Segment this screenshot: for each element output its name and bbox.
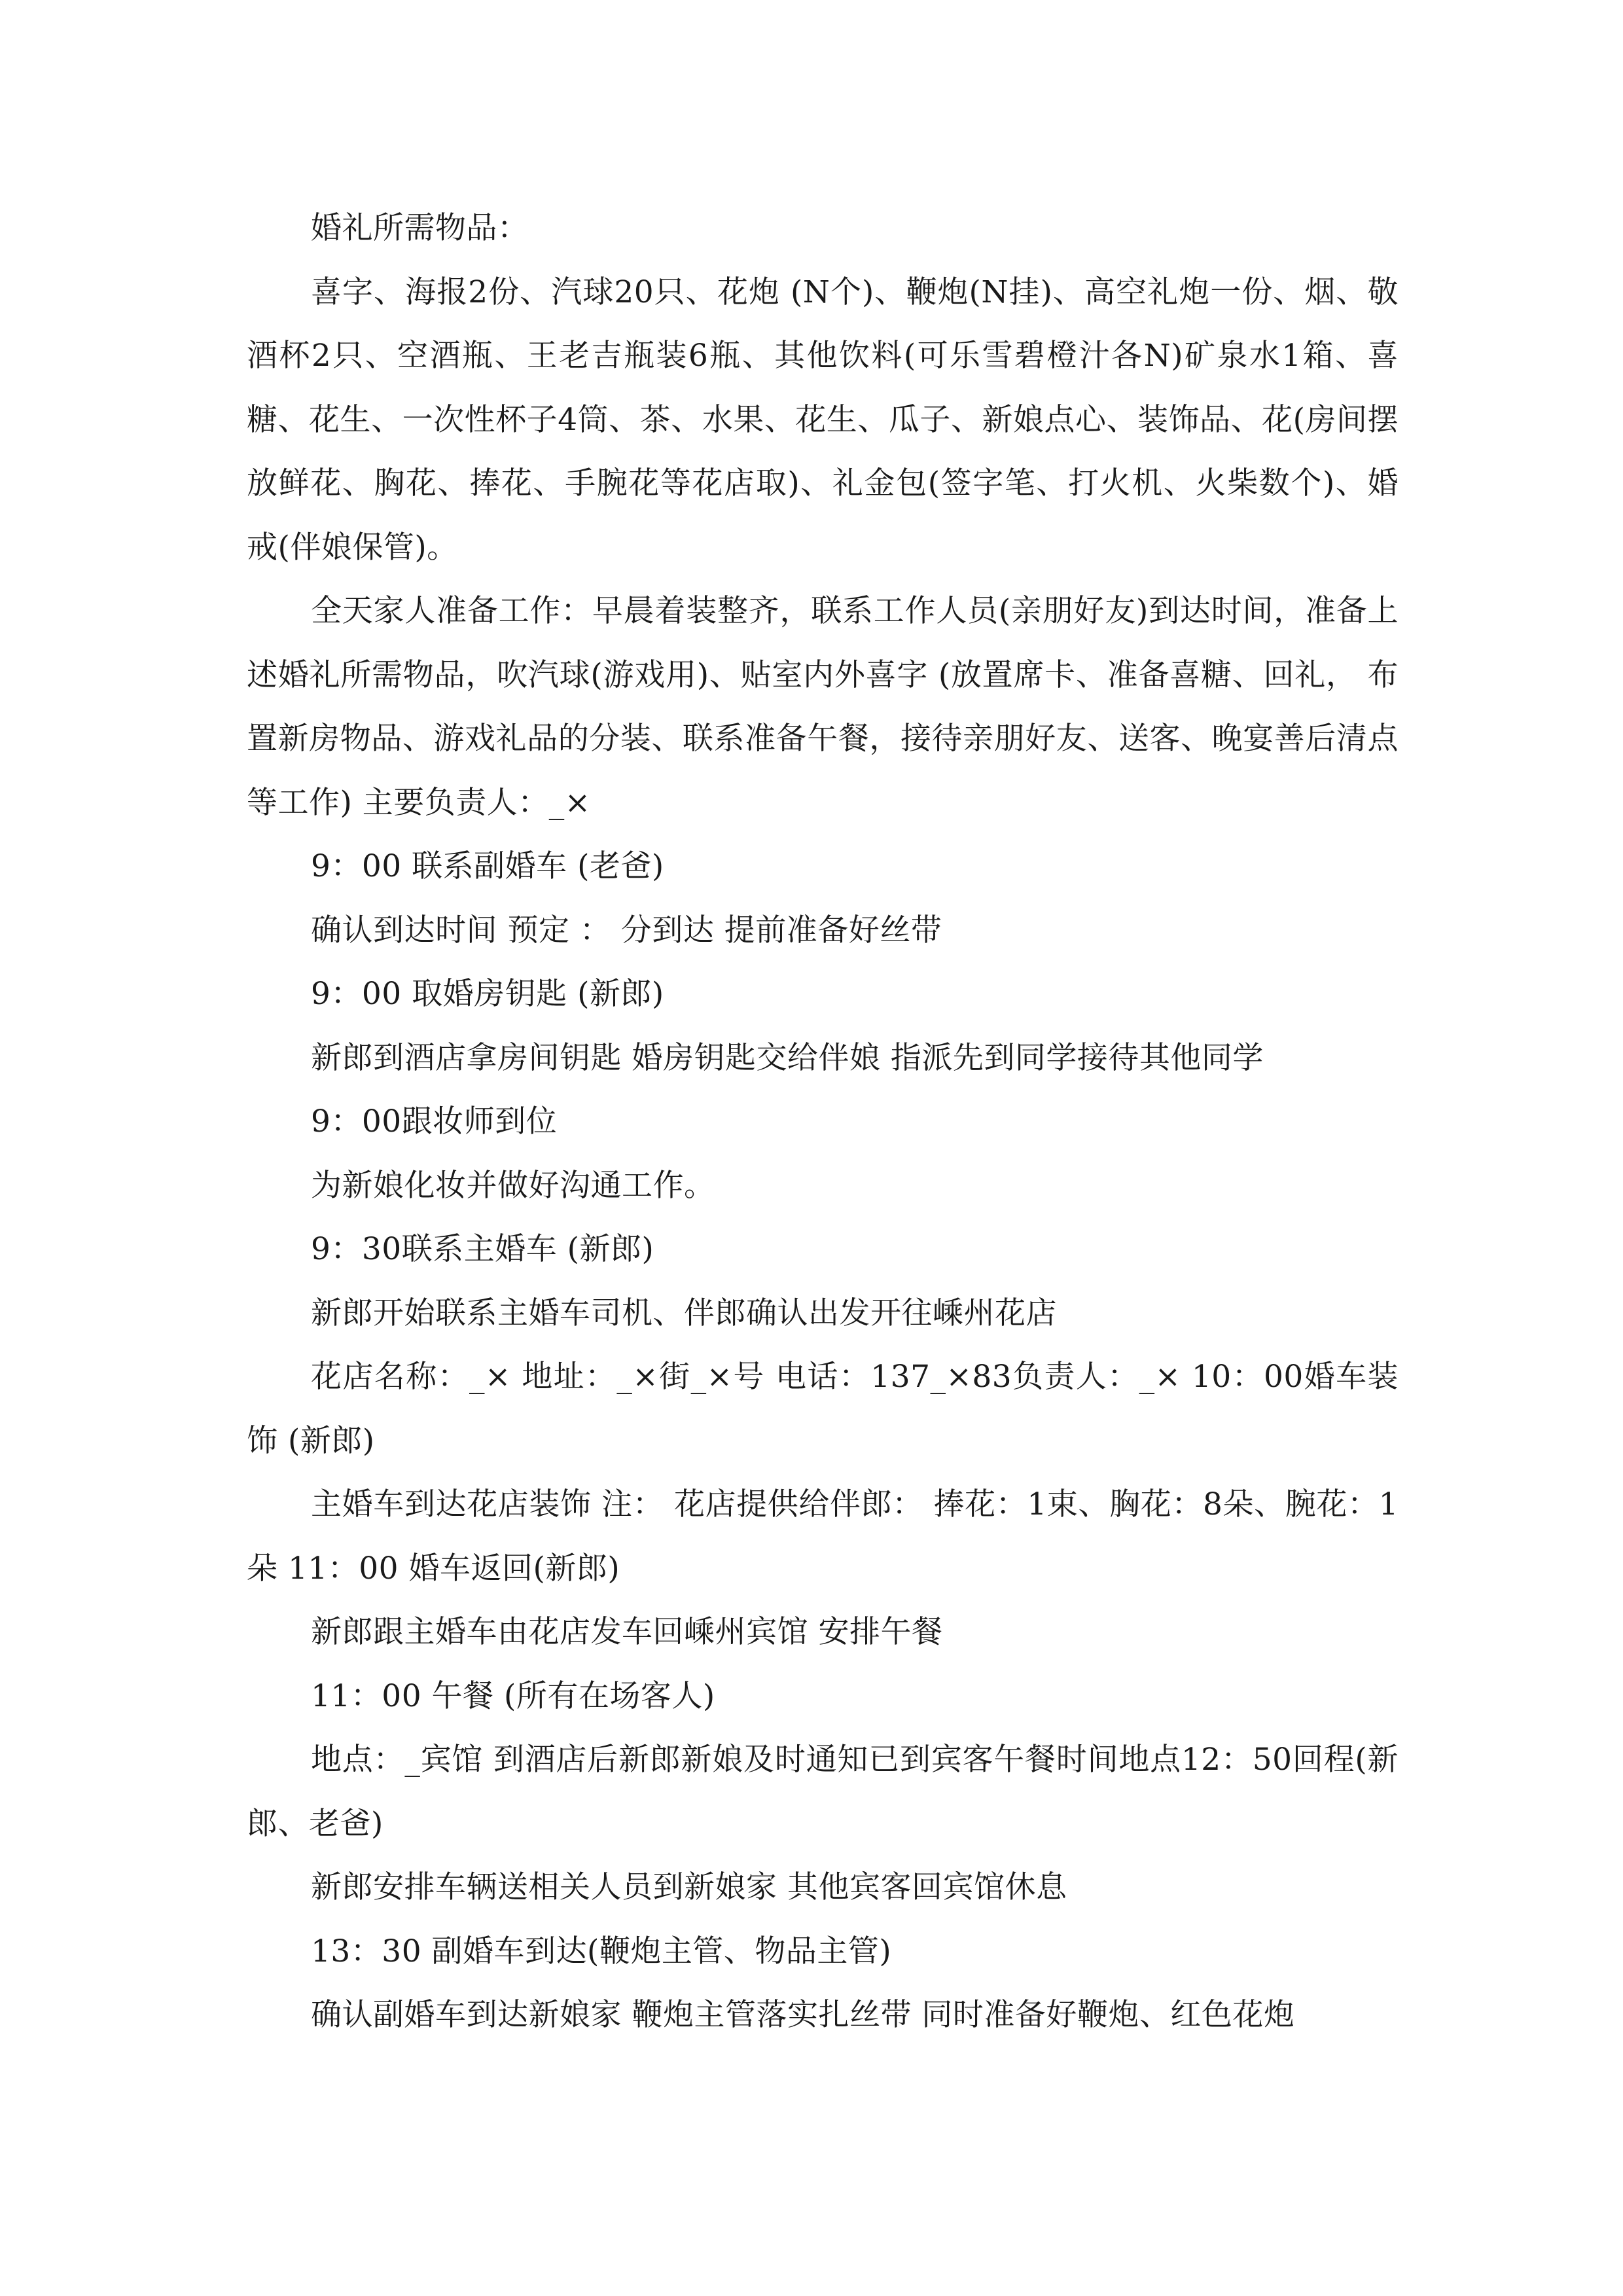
paragraph-family-prep: 全天家人准备工作：早晨着装整齐，联系工作人员(亲朋好友)到达时间，准备上述婚礼所需物品，吹汽球(游戏用)、贴室内外喜字 (放置席卡、准备喜糖、回礼， 布置新房物品、游戏礼品的分装、联系准备午餐，接待亲朋好友、送客、晚宴善后清点等工作) 主要负责人：_× (247, 593, 1399, 821)
paragraph-flower-shop: 花店名称：_× 地址：_×街_×号 电话：137_×83负责人：_× 10：00婚车装饰 (新郎) (247, 1359, 1399, 1459)
paragraph-items-heading: 婚礼所需物品： (311, 210, 529, 246)
paragraph-schedule-0900-key: 9：00 取婚房钥匙 (新郎) (311, 976, 664, 1012)
paragraph-schedule-0900-car: 9：00 联系副婚车 (老爸) (311, 848, 664, 884)
paragraph-groom-driver: 新郎开始联系主婚车司机、伴郎确认出发开往嵊州花店 (311, 1295, 1057, 1331)
paragraph-confirm-arrival: 确认到达时间 预定 ： 分到达 提前准备好丝带 (311, 912, 942, 948)
paragraph-car-decoration: 主婚车到达花店装饰 注： 花店提供给伴郎： 捧花：1束、胸花：8朵、腕花：1朵 11：00 婚车返回(新郎) (247, 1486, 1399, 1587)
paragraph-car-return: 新郎跟主婚车由花店发车回嵊州宾馆 安排午餐 (311, 1614, 943, 1650)
paragraph-lunch-location: 地点：_宾馆 到酒店后新郎新娘及时通知已到宾客午餐时间地点12：50回程(新郎、老爸) (247, 1742, 1399, 1842)
paragraph-send-guests: 新郎安排车辆送相关人员到新娘家 其他宾客回宾馆休息 (311, 1869, 1067, 1905)
paragraph-schedule-1100-lunch: 11：00 午餐 (所有在场客人) (311, 1677, 715, 1714)
paragraph-schedule-0930: 9：30联系主婚车 (新郎) (311, 1231, 654, 1267)
paragraph-makeup: 为新娘化妆并做好沟通工作。 (311, 1167, 715, 1204)
paragraph-schedule-0900-makeup: 9：00跟妆师到位 (311, 1103, 558, 1139)
paragraph-schedule-1330: 13：30 副婚车到达(鞭炮主管、物品主管) (311, 1933, 892, 1969)
document-body (247, 196, 1399, 2047)
paragraph-groom-key: 新郎到酒店拿房间钥匙 婚房钥匙交给伴娘 指派先到同学接待其他同学 (311, 1039, 1264, 1076)
paragraph-confirm-car: 确认副婚车到达新娘家 鞭炮主管落实扎丝带 同时准备好鞭炮、红色花炮 (311, 1997, 1295, 2033)
paragraph-items-list: 喜字、海报2份、汽球20只、花炮 (N个)、鞭炮(N挂)、高空礼炮一份、烟、敬酒杯2只、空酒瓶、王老吉瓶装6瓶、其他饮料(可乐雪碧橙汁各N)矿泉水1箱、喜糖、花生、一次性杯子4筒、茶、水果、花生、瓜子、新娘点心、装饰品、花(房间摆放鲜花、胸花、捧花、手腕花等花店取)、礼金包(签字笔、打火机、火柴数个)、婚戒(伴娘保管)。 (247, 274, 1399, 565)
